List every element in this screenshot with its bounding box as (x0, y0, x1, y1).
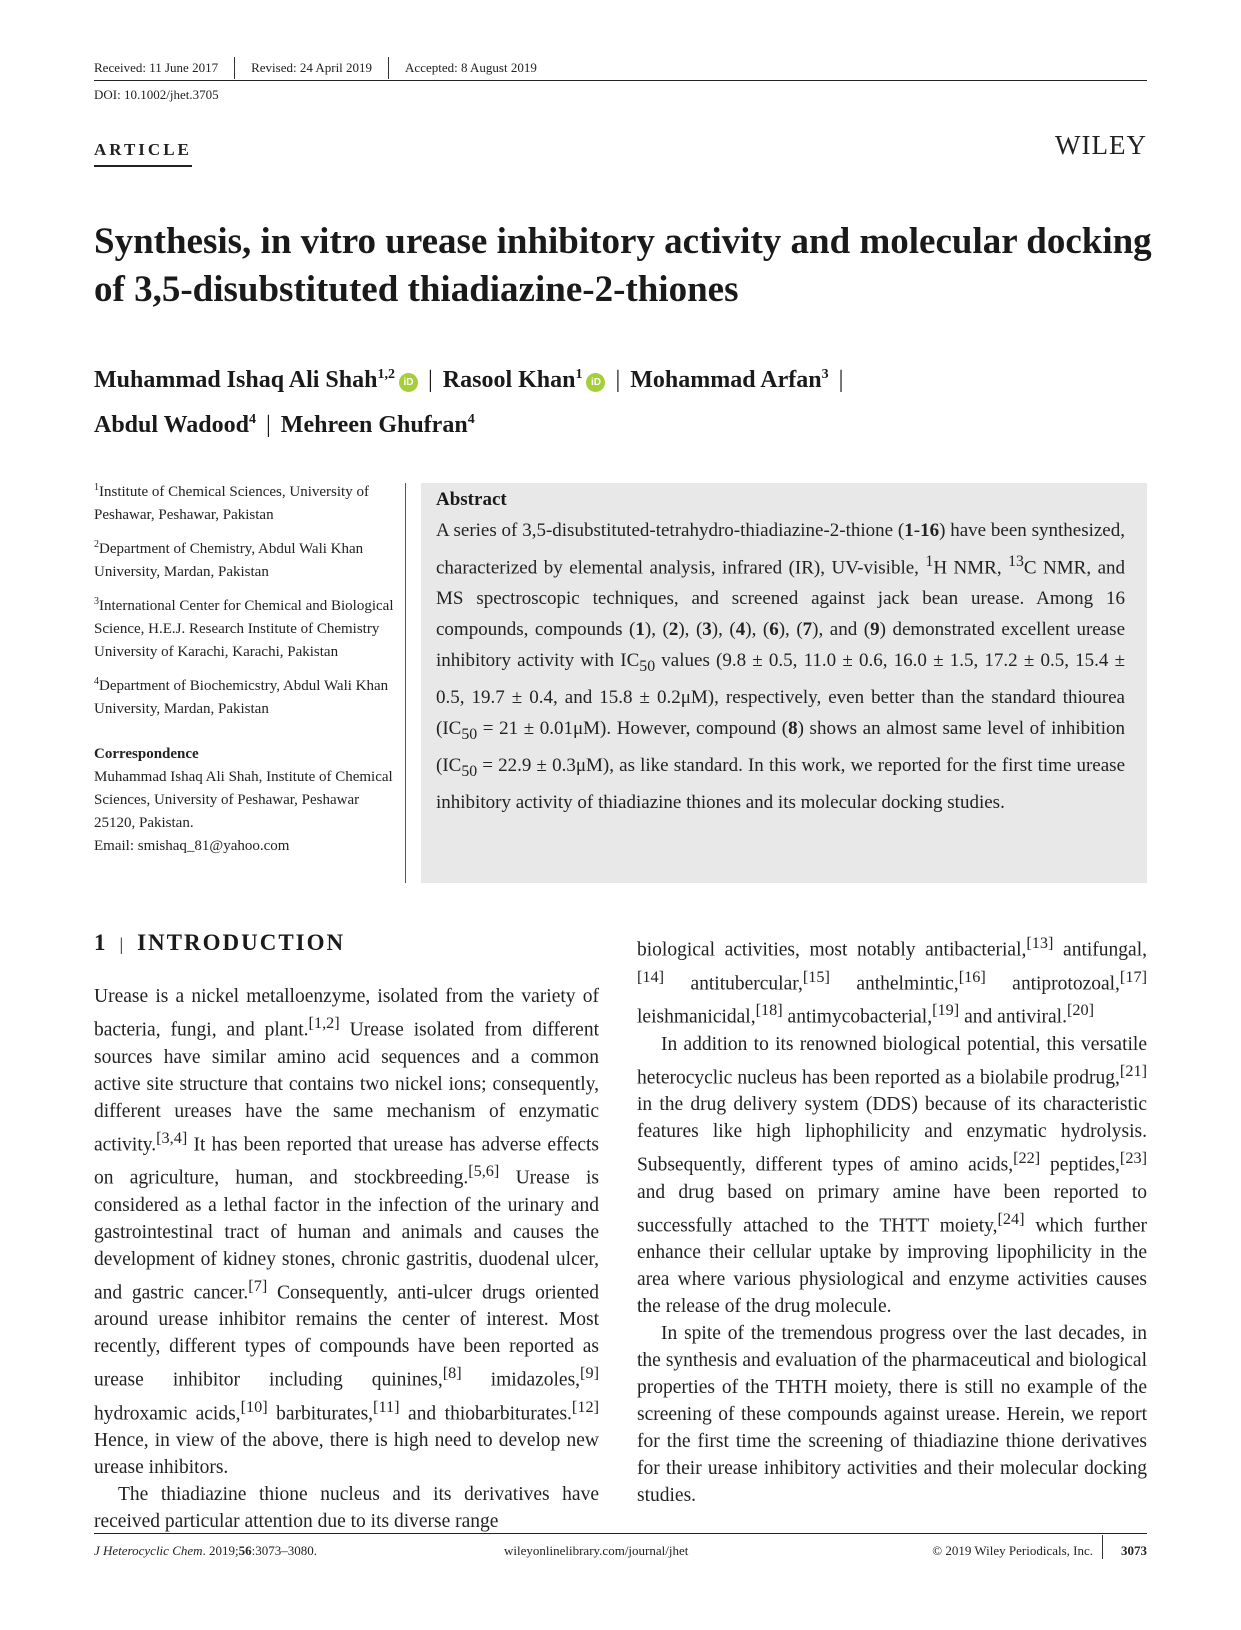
section-number: 1 (94, 930, 108, 955)
citation[interactable]: [1,2] (308, 1014, 340, 1032)
affiliations (94, 476, 394, 858)
citation[interactable]: [16] (958, 967, 986, 986)
affiliation (94, 533, 394, 584)
citation[interactable]: [15] (802, 967, 830, 986)
divider (234, 57, 235, 79)
paragraph: biological activities, most notably antibacterial,[13] antifungal,[14] antitubercular,[15] anthelmintic,[16] antiprotozoal,[17] leishmanicidal,[18] antimycobacterial,[19] and antiviral.[20] (637, 934, 1147, 1028)
paragraph: In spite of the tremendous progress over the last decades, in the synthesis and evaluation of the pharmaceutical and biological properties of the THTH moiety, there is still no example of the screening of these compounds against urease. Herein, we report for the first time the screening of thiadiazine thione derivatives for their urease inhibitory activities and their molecular docking studies. (637, 1323, 1147, 1506)
affiliation-number: 4 (94, 676, 99, 687)
author-affiliation-sup: 4 (248, 412, 256, 427)
citation[interactable]: [10] (240, 1397, 268, 1416)
accepted-date: Accepted: 8 August 2019 (405, 60, 537, 75)
abstract-text: A series of 3,5-disubstituted-tetrahydro-thiadiazine-2-thione (1-16) have been synthesized, characterized by elemental analysis, infrared (IR), UV-visible, $^1$H NMR, $^{13}$C NMR, and MS spectroscopic techniques, and screened against jack bean urease. Among 16 compounds, compounds (1), (2), (3), (4), (6), (7), and (9) demonstrated excellent urease inhibitory activity with $IC_{50}$ values (9.8 ± 0.5, 11.0 ± 0.6, 16.0 ± 1.5, 17.2 ± 0.5, 15.4 ± 0.5, 19.7 ± 0.4, and 15.8 ± 0.2μM), respectively, even better than the standard thiourea $(IC_{50} = 21 \pm 0.01\mu M)$. However, compound (8) shows an almost same level of inhibition $(IC_{50} = 22.9 \pm 0.3\mu M)$, as like standard. In this work, we reported for the first time urease inhibitory activity of thiadiazine thiones and its molecular docking studies. (436, 520, 1126, 813)
author-name: Mohammad Arfan (630, 367, 822, 393)
footer-rule (94, 1533, 1147, 1534)
author-separator: | (427, 367, 433, 393)
divider (1102, 1535, 1103, 1559)
citation[interactable]: [19] (932, 1001, 960, 1019)
citation[interactable]: [13] (1026, 934, 1054, 952)
citation[interactable]: [7] (248, 1276, 268, 1295)
citation[interactable]: [20] (1066, 1001, 1095, 1019)
author-affiliation-sup: 1,2 (377, 367, 395, 382)
affiliation-text: Institute of Chemical Sciences, University of Peshawar, Peshawar, Pakistan (94, 484, 369, 523)
affiliation (94, 476, 394, 527)
citation[interactable]: [23] (1119, 1149, 1147, 1167)
citation[interactable]: [22] (1013, 1149, 1041, 1167)
affiliation-text: International Center for Chemical and Biological Science, H.E.J. Research Institute of Chemistry University of Karachi, Karachi, Pakistan (94, 598, 394, 660)
section-bar: | (119, 934, 126, 954)
journal-citation: J Heterocyclic Chem. 2019;56:3073–3080. (94, 1543, 318, 1558)
paragraph: The thiadiazine thione nucleus and its derivatives have received particular attention due to its diverse range (94, 1484, 599, 1532)
abstract-heading: Abstract (436, 489, 507, 510)
body-left-column (94, 983, 599, 1535)
author-name: Muhammad Ishaq Ali Shah (94, 367, 378, 393)
article-dates (94, 57, 537, 79)
author-list (94, 355, 1154, 445)
author-separator: | (838, 367, 844, 393)
article-type-label: ARTICLE (94, 140, 192, 167)
citation[interactable]: [11] (373, 1397, 400, 1416)
affiliation-text: Department of Biochemicstry, Abdul Wali Khan University, Mardan, Pakistan (94, 678, 389, 717)
author-affiliation-sup: 3 (821, 367, 829, 382)
header-rule (94, 80, 1147, 81)
received-date: Received: 11 June 2017 (94, 60, 219, 75)
affiliation (94, 670, 394, 721)
citation[interactable]: [8] (442, 1364, 462, 1382)
paragraph: Urease is a nickel metalloenzyme, isolated from the variety of bacteria, fungi, and plant.[1,2] Urease isolated from different sources have similar amino acid sequences and a common active site structure that contains two nickel ions; consequently, different ureases have the same mechanism of enzymatic activity.[3,4] It has been reported that urease has adverse effects on agriculture, human, and stockbreeding.[5,6] Urease is considered as a lethal factor in the infection of the urinary and gastrointestinal tract of human and animals and causes the development of kidney stones, chronic gastritis, duodenal ulcer, and gastric cancer.[7] Consequently, anti-ulcer drugs oriented around urease inhibitor remains the center of interest. Most recently, different types of compounds have been reported as urease inhibitor including quinines,[8] imidazoles,[9] hydroxamic acids,[10] barbiturates,[11] and thiobarbiturates.[12] Hence, in view of the above, there is high need to develop new urease inhibitors. (94, 986, 600, 1478)
journal-url[interactable]: wileyonlinelibrary.com/journal/jhet (504, 1543, 689, 1558)
citation[interactable]: [21] (1119, 1061, 1147, 1080)
author-affiliation-sup: 1 (575, 367, 583, 382)
affiliation-number: 1 (94, 482, 99, 493)
paragraph: In addition to its renowned biological potential, this versatile heterocyclic nucleus has been reported as a biolabile prodrug,[21] in the drug delivery system (DDS) because of its characteristic features like high liphophilicity and enzymatic hydrolysis. Subsequently, different types of amino acids,[22] peptides,[23] and drug based on primary amine have been reported to successfully attached to the THTT moiety,[24] which further enhance their cellular uptake by improving lipophilicity in the area where various physiological and enzyme activities causes the release of the drug molecule. (637, 1033, 1147, 1317)
publisher-logo: WILEY (1055, 130, 1147, 160)
affiliation (94, 590, 394, 664)
page-number: 3073 (1121, 1543, 1147, 1558)
author-separator: | (265, 412, 271, 438)
orcid-icon[interactable]: iD (586, 373, 605, 392)
citation[interactable]: [3,4] (156, 1128, 188, 1147)
author-name: Abdul Wadood (94, 412, 249, 438)
affiliation-number: 3 (94, 596, 99, 607)
body-right-column (637, 930, 1147, 1509)
section-title: INTRODUCTION (137, 930, 346, 955)
divider (388, 57, 389, 79)
citation[interactable]: [24] (997, 1209, 1025, 1228)
citation[interactable]: [17] (1119, 967, 1147, 986)
revised-date: Revised: 24 April 2019 (251, 60, 373, 75)
citation[interactable]: [9] (580, 1364, 599, 1382)
copyright: © 2019 Wiley Periodicals, Inc. (932, 1543, 1093, 1558)
section-heading (94, 930, 345, 956)
affiliation-number: 2 (94, 539, 99, 550)
author-affiliation-sup: 4 (467, 412, 475, 427)
correspondence-heading: Correspondence (94, 746, 199, 762)
affiliation-text: Department of Chemistry, Abdul Wali Khan University, Mardan, Pakistan (94, 541, 364, 580)
correspondence-email[interactable]: Email: smishaq_81@yahoo.com (94, 838, 290, 854)
citation[interactable]: [14] (637, 967, 665, 986)
paper-title: Synthesis, in vitro urease inhibitory activity and molecular docking of 3,5-disubstituted thiadiazine-2-thiones (94, 221, 1152, 310)
doi[interactable]: DOI: 10.1002/jhet.3705 (94, 87, 219, 102)
orcid-icon[interactable]: iD (399, 373, 418, 392)
citation[interactable]: [5,6] (468, 1162, 500, 1180)
column-divider (405, 483, 406, 883)
author-name: Mehreen Ghufran (280, 412, 468, 438)
citation[interactable]: [12] (571, 1397, 599, 1416)
author-name: Rasool Khan (442, 367, 576, 393)
correspondence-text: Muhammad Ishaq Ali Shah, Institute of Chemical Sciences, University of Peshawar, Peshawar 25120, Pakistan. (94, 769, 393, 831)
abstract-box (421, 483, 1147, 883)
citation[interactable]: [18] (755, 1001, 783, 1019)
author-separator: | (615, 367, 621, 393)
